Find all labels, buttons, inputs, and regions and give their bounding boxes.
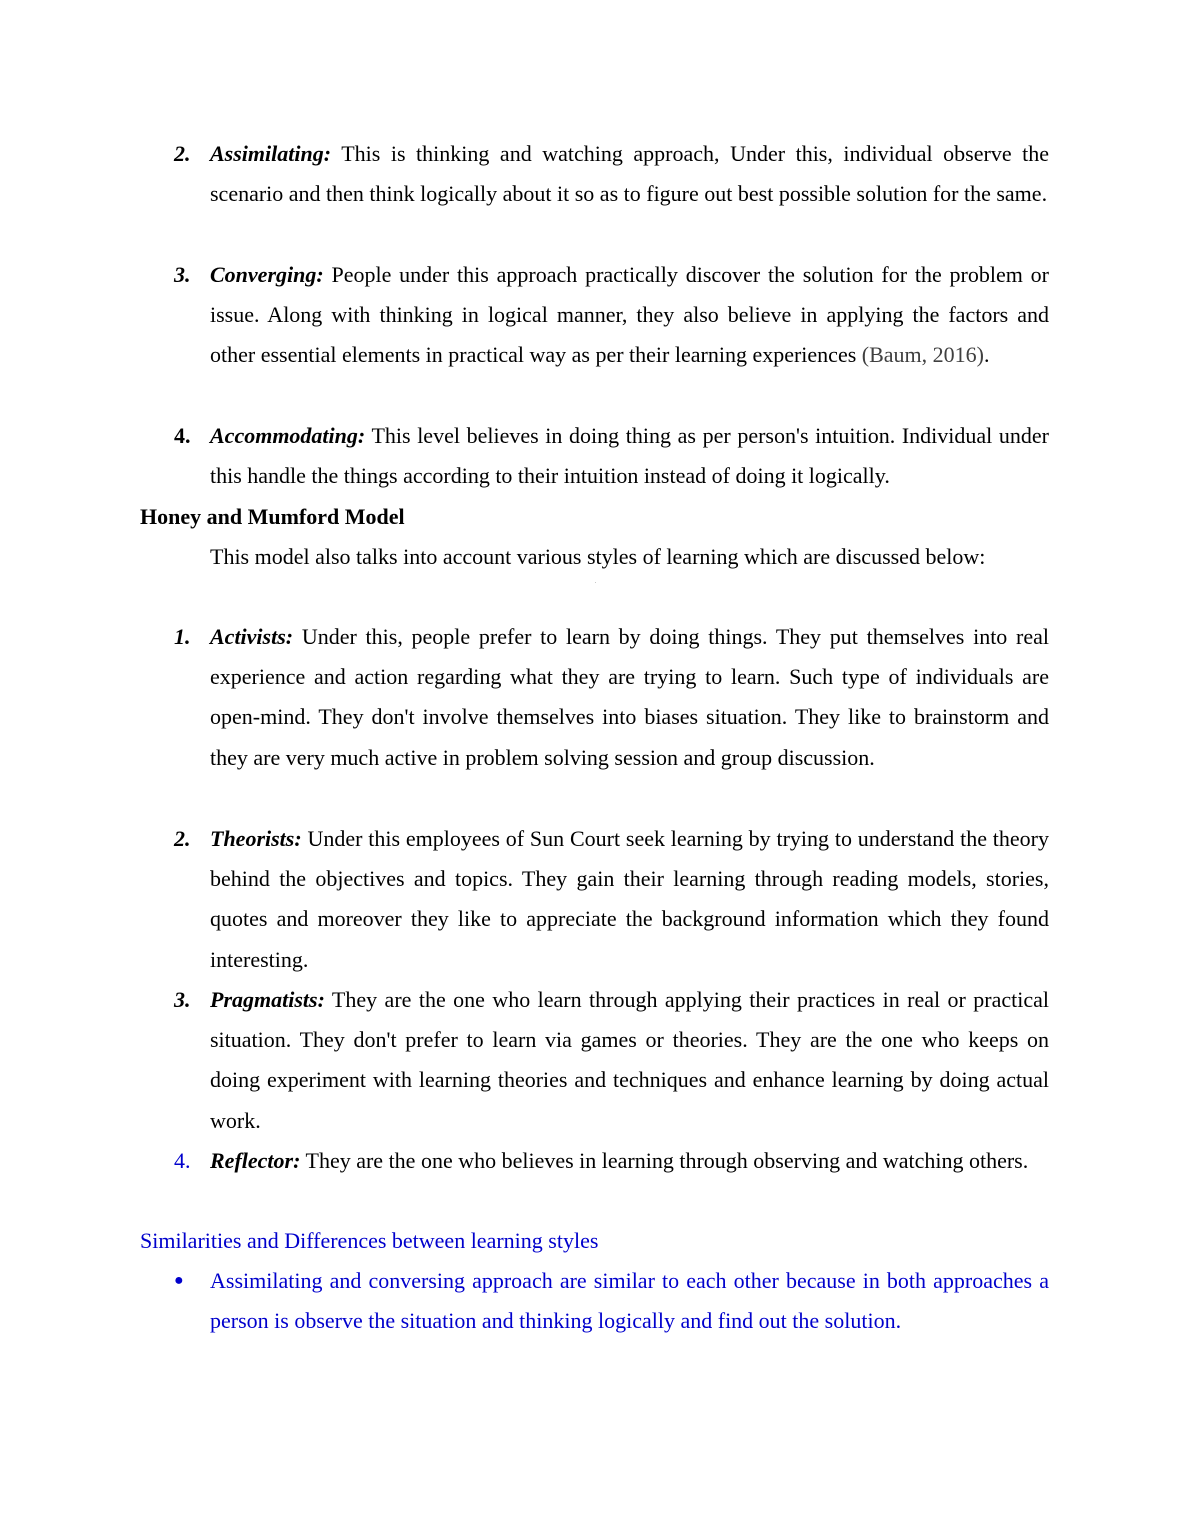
list-number: 1. [174,624,191,649]
list-number: 3. [174,262,191,287]
list-item-converging [174,255,1049,376]
list-term: Reflector: [210,1148,301,1173]
list-paragraph [210,617,1049,778]
list-text: They are the one who believes in learning through observing and watching others. [300,1148,1029,1173]
list-term: Assimilating: [210,141,332,166]
list-term: Activists: [210,624,294,649]
list-number: 4. [174,423,191,448]
list-paragraph [210,416,1049,496]
list-item-accommodating [174,416,1049,496]
list-term: Theorists: [210,826,302,851]
list-text-end: . [983,342,990,368]
list-paragraph [210,819,1049,980]
bullet-item-similarity [174,1261,1049,1341]
list-item-pragmatists [174,980,1049,1141]
list-number: 4. [174,1148,191,1173]
list-text: Under this employees of Sun Court seek learning by trying to understand the theory behind the objectives and topics. They gain their learning through reading models, stories, quotes and moreover they like to appreciate the background information which they found interesting. [210,826,1049,972]
list-number: 2. [174,141,191,166]
list-term: Converging: [210,262,324,287]
list-paragraph [210,1141,1049,1181]
list-term: Pragmatists: [210,987,325,1012]
section-heading-honey-mumford: Honey and Mumford Model [140,504,405,529]
list-number: 2. [174,826,191,851]
section-heading-similarities: Similarities and Differences between learning styles [140,1228,599,1253]
citation: (Baum, 2016) [861,342,984,368]
list-number: 3. [174,987,191,1012]
list-item-reflector [174,1141,1049,1181]
list-item-theorists [174,819,1049,980]
bullet-icon: ● [174,1272,184,1289]
list-text: They are the one who learn through applying their practices in real or practical situation. They don't prefer to learn via games or theories. They are the one who keeps on doing experiment with learning theories and techniques and enhance learning by doing actual work. [210,987,1049,1133]
list-paragraph [210,980,1049,1141]
bullet-paragraph: Assimilating and conversing approach are similar to each other because in both approaches a person is observe the situation and thinking logically and find out the solution. [210,1268,1049,1334]
list-text: This level believes in doing thing as per person's intuition. Individual under this handle the things according to their intuition instead of doing it logically. [210,423,1049,489]
list-text: This is thinking and watching approach, Under this, individual observe the scenario and then think logically about it so as to figure out best possible solution for the same. [210,141,1049,207]
list-term: Accommodating: [210,423,366,448]
list-paragraph [210,255,1049,376]
list-text: Under this, people prefer to learn by doing things. They put themselves into real experience and action regarding what they are trying to learn. Such type of individuals are open-mind. They don't involve themselves into biases situation. They like to brainstorm and they are very much active in problem solving session and group discussion. [210,624,1049,770]
list-text: People under this approach practically discover the solution for the problem or issue. Along with thinking in logical manner, they also believe in applying the factors and other essential elements in practical way as per their learning experiences [210,262,1049,368]
stray-dot [595,582,596,583]
list-item-assimilating [174,134,1049,214]
section-intro: This model also talks into account various styles of learning which are discussed below: [210,544,986,569]
list-item-activists [174,617,1049,778]
list-paragraph [210,134,1049,214]
